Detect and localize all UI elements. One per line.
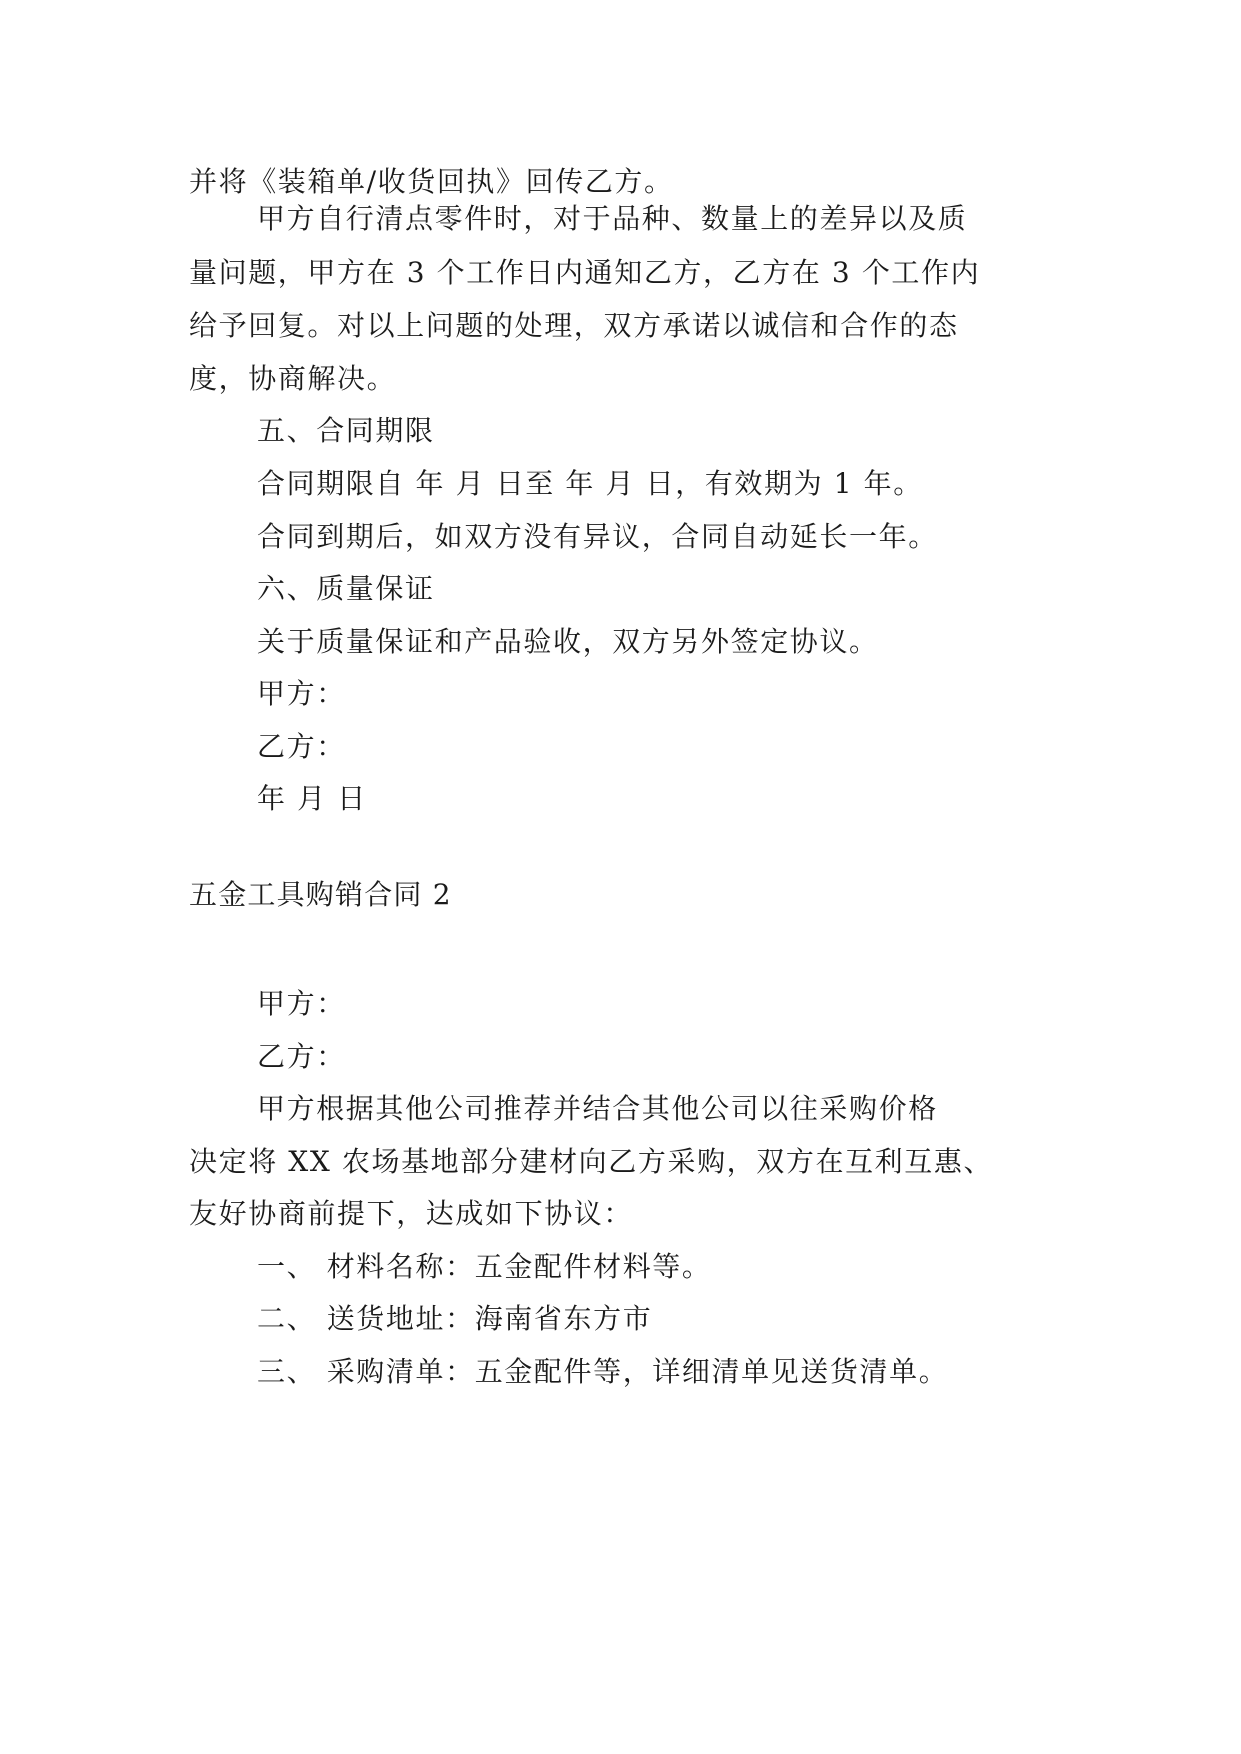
- section-heading: 五、合同期限: [257, 414, 435, 447]
- signature-party-a: 甲方：: [257, 677, 346, 710]
- paragraph-line: 合同到期后，如双方没有异议，合同自动延长一年。: [257, 520, 938, 553]
- paragraph-line: 合同期限自 年 月 日至 年 月 日，有效期为 1 年。: [257, 467, 923, 500]
- section-heading: 六、质量保证: [257, 572, 435, 605]
- paragraph-line: 关于质量保证和产品验收，双方另外签定协议。: [257, 625, 879, 658]
- signature-date: 年 月 日: [257, 782, 367, 815]
- list-item: 三、 采购清单：五金配件等，详细清单见送货清单。: [257, 1355, 949, 1388]
- signature-party-b: 乙方：: [257, 730, 346, 763]
- paragraph-line: 甲方根据其他公司推荐并结合其他公司以往采购价格: [257, 1092, 938, 1125]
- paragraph-line: 度，协商解决。: [189, 362, 397, 395]
- contract-title: 五金工具购销合同 2: [189, 878, 452, 911]
- paragraph-line: 甲方自行清点零件时，对于品种、数量上的差异以及质: [257, 202, 968, 235]
- party-a-label: 甲方：: [257, 987, 346, 1020]
- paragraph-line: 决定将 XX 农场基地部分建材向乙方采购，双方在互利互惠、: [189, 1145, 994, 1178]
- paragraph-line: 友好协商前提下，达成如下协议：: [189, 1197, 634, 1230]
- party-b-label: 乙方：: [257, 1040, 346, 1073]
- paragraph-line: 给予回复。对以上问题的处理，双方承诺以诚信和合作的态: [189, 309, 959, 342]
- paragraph-line: 并将《装箱单/收货回执》回传乙方。: [189, 165, 674, 198]
- list-item: 二、 送货地址：海南省东方市: [257, 1302, 653, 1335]
- paragraph-line: 量问题，甲方在 3 个工作日内通知乙方，乙方在 3 个工作内: [189, 256, 981, 289]
- list-item: 一、 材料名称：五金配件材料等。: [257, 1250, 712, 1283]
